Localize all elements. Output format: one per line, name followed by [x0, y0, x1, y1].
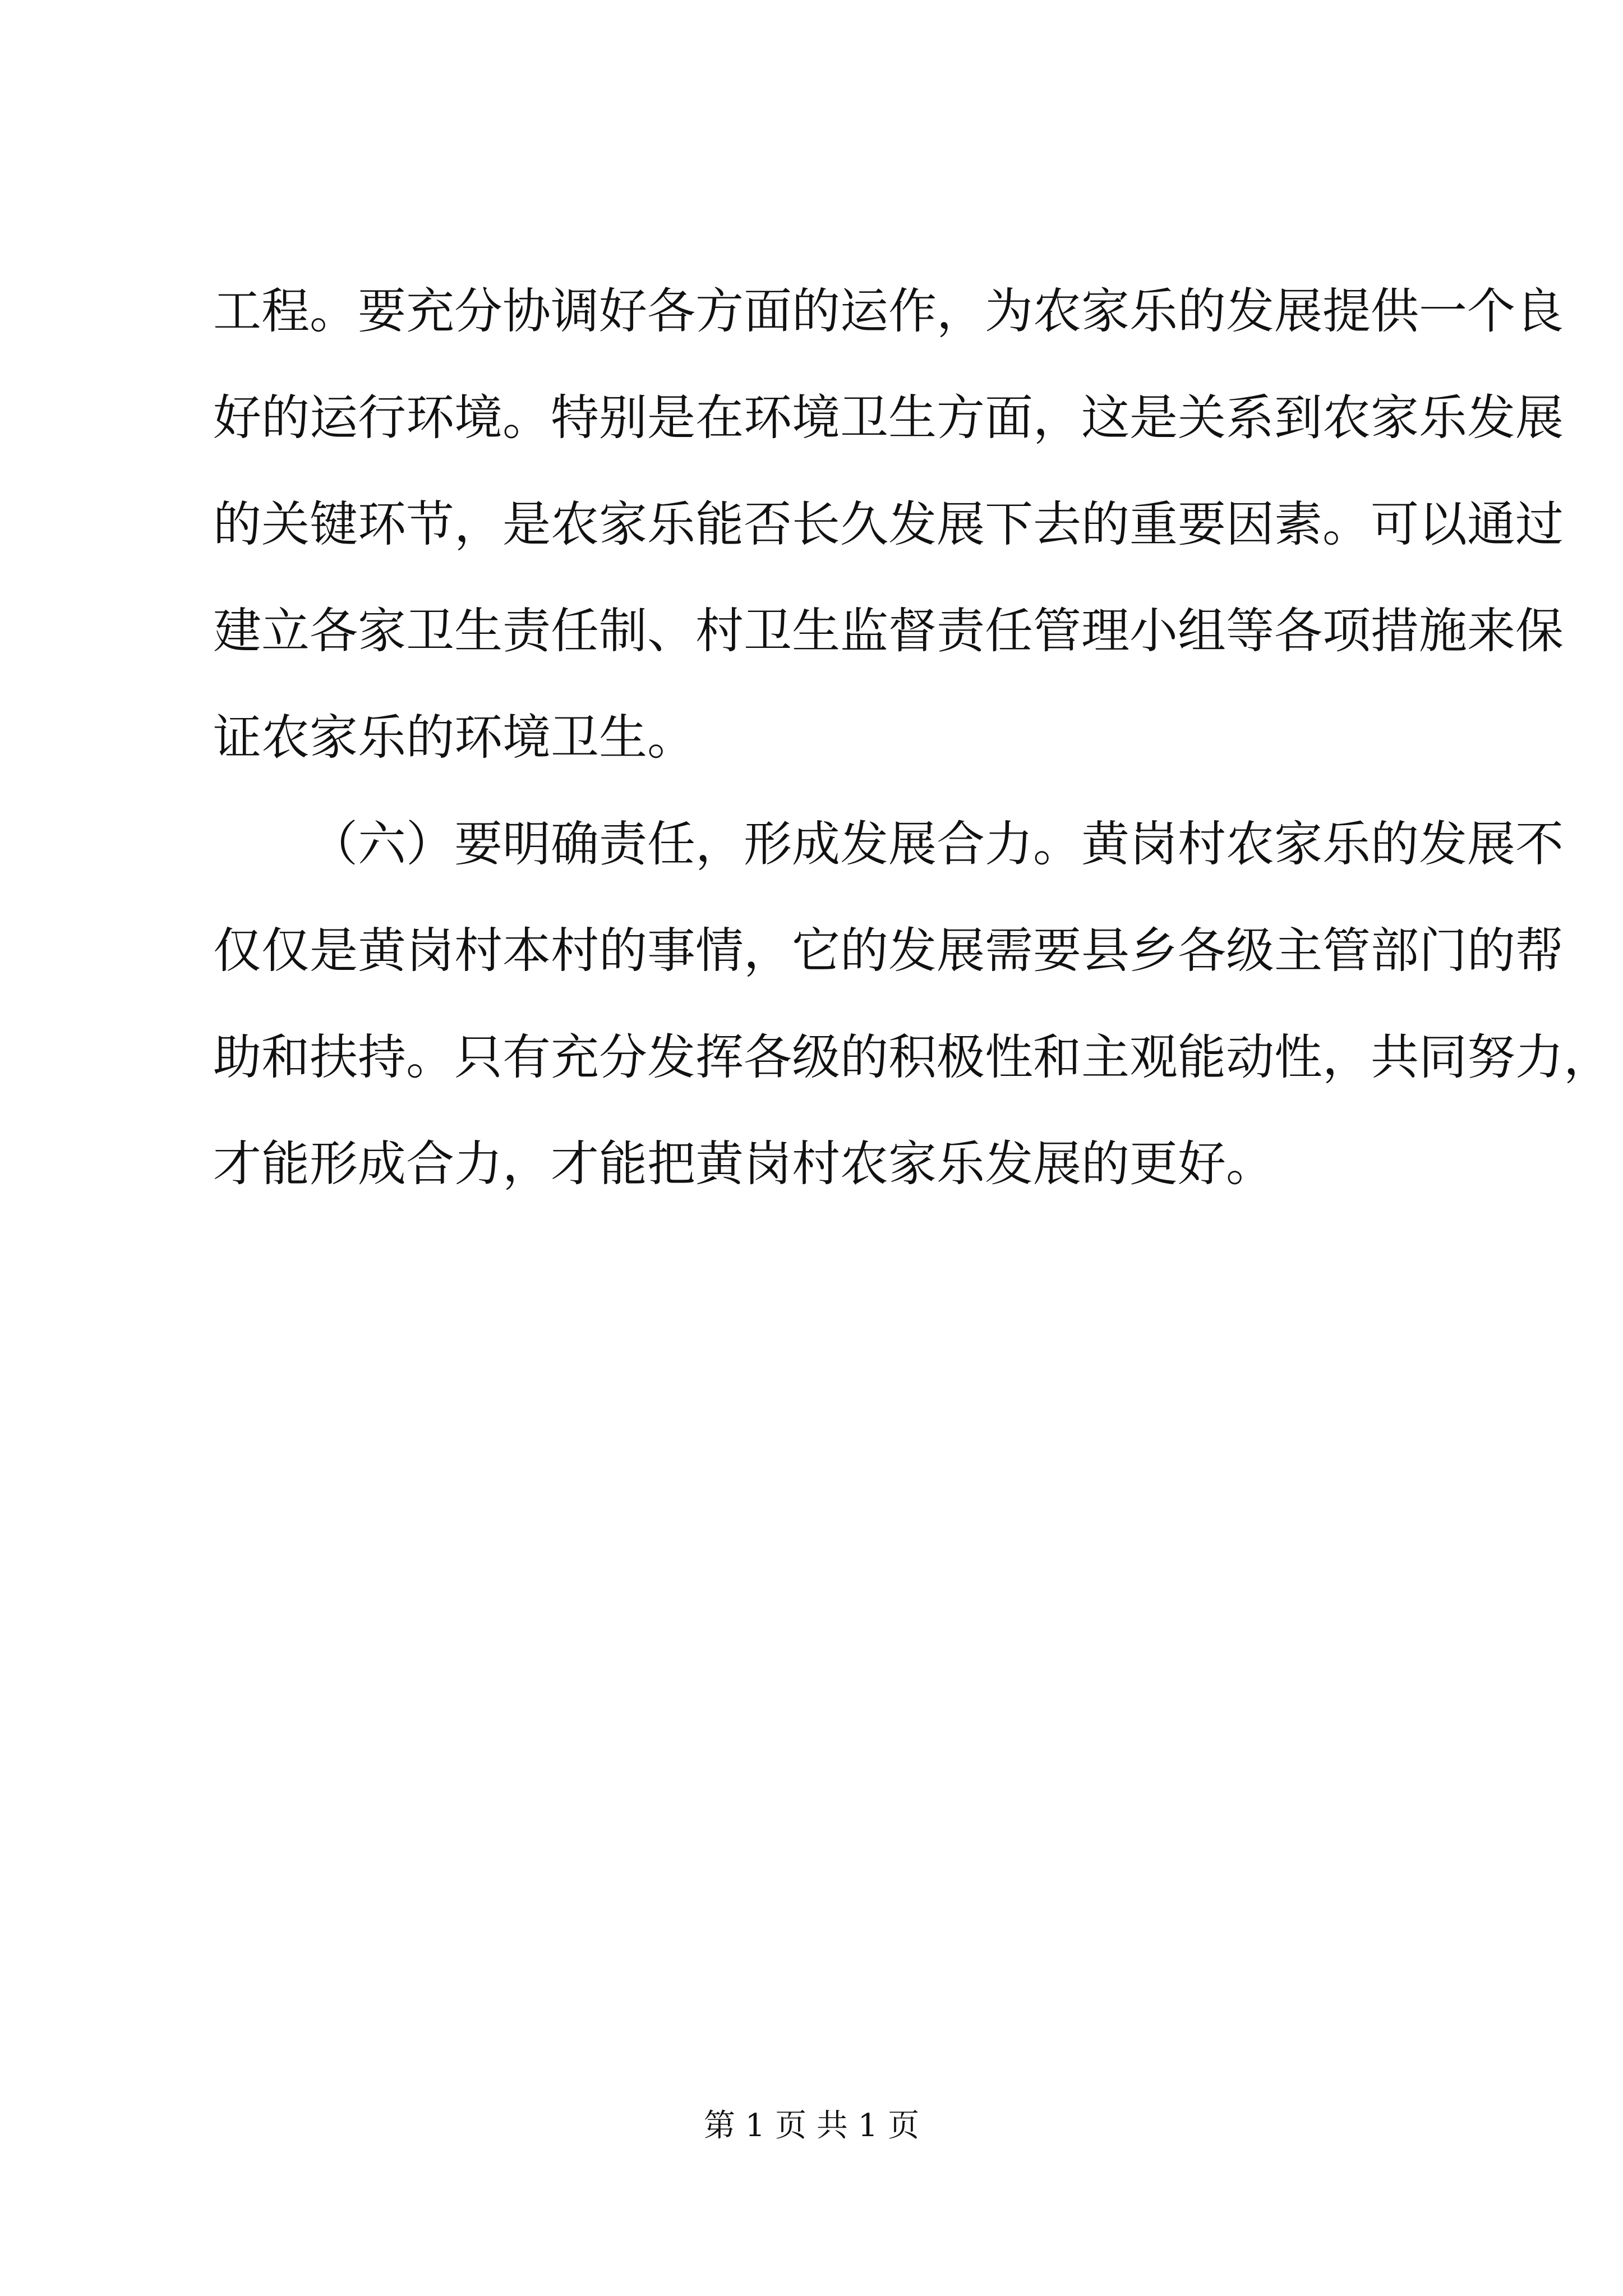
paragraph-line: 建立各家卫生责任制、村卫生监督责任管理小组等各项措施来保 [213, 603, 1564, 659]
paragraph-line: 好的运行环境。特别是在环境卫生方面，这是关系到农家乐发展 [213, 390, 1564, 446]
paragraph-line: 才能形成合力，才能把黄岗村农家乐发展的更好。 [213, 1136, 1274, 1192]
paragraph-line: 仅仅是黄岗村本村的事情，它的发展需要县乡各级主管部门的帮 [213, 923, 1564, 979]
paragraph-line: 工程。要充分协调好各方面的运作，为农家乐的发展提供一个良 [213, 283, 1564, 339]
paragraph-line: 助和扶持。只有充分发挥各级的积极性和主观能动性，共同努力， [213, 1029, 1612, 1085]
document-body [213, 258, 1612, 1217]
paragraph-line: （六）要明确责任，形成发展合力。黄岗村农家乐的发展不 [310, 816, 1564, 872]
paragraph-2 [213, 791, 1612, 1217]
paragraph-line: 的关键环节，是农家乐能否长久发展下去的重要因素。可以通过 [213, 496, 1564, 553]
paragraph-line: 证农家乐的环境卫生。 [213, 710, 695, 766]
paragraph-1 [213, 258, 1564, 791]
page-footer: 第 1 页 共 1 页 [703, 2108, 920, 2144]
